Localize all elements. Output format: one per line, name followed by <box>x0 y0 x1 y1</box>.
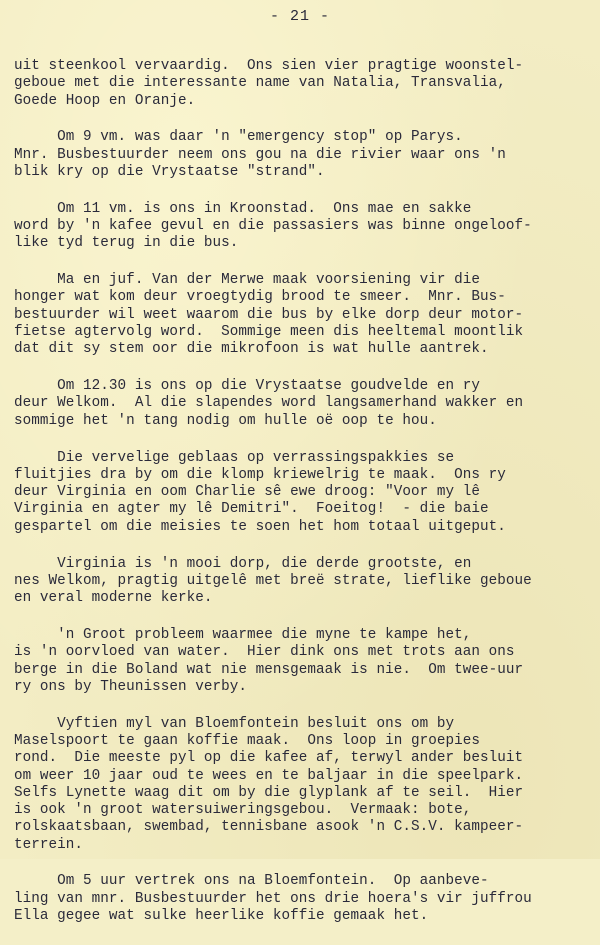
paragraph-steenkool: uit steenkool vervaardig. Ons sien vier pragtige woonstel- geboue met die interessante name van Natalia, Transvalia, Goede Hoop en Oranje. <box>14 58 524 109</box>
paragraph-fluitjies: Die vervelige geblaas op verrassingspakkies se fluitjies dra by om die klomp kriewelrig te maak. Ons ry deur Virginia en oom Charlie sê ewe droog: "Voor my lê Virginia en agter my lê Demitri". Foeitog! - die baie gespartel om die meisies te soen het hom totaal uitgeput. <box>14 449 506 535</box>
paragraph-bloemfontein: Om 5 uur vertrek ons na Bloemfontein. Op aanbeve- ling van mnr. Busbestuurder het ons drie hoera's vir juffrou Ella gegee wat sulke heerlike koffie gemaak het. <box>14 873 532 925</box>
paragraph-brood: Ma en juf. Van der Merwe maak voorsiening vir die honger wat kom deur vroegtydig brood te smeer. Mnr. Bus- bestuurder wil weet waarom die bus by elke dorp deur motor- fietse agtervolg word. Sommige meen dis heeltemal moontlik dat dit sy stem oor die mikrofoon is wat hulle aantrek. <box>14 272 524 358</box>
paragraph-goudvelde: Om 12.30 is ons op die Vrystaatse goudvelde en ry deur Welkom. Al die slapendes word langsamerhand wakker en sommige het 'n tang nodig om hulle oë oop te hou. <box>14 378 524 429</box>
body-text <box>14 58 590 945</box>
page-number: - 21 - <box>269 8 330 25</box>
paragraph-water: 'n Groot probleem waarmee die myne te kampe het, is 'n oorvloed van water. Hier dink ons met trots aan ons berge in die Boland wat nie mensgemaak is nie. Om twee-uur ry ons by Theunissen verby. <box>14 626 524 695</box>
paragraph-maselspoort: Vyftien myl van Bloemfontein besluit ons om by Maselspoort te gaan koffie maak. Ons loop in groepies rond. Die meeste pyl op die kafee af, terwyl ander besluit om weer 10 jaar oud te wees en te baljaar in die speelpark. Selfs Lynette waag dit om by die glyplank af te seil. Hier is ook 'n groot watersuiweringsgebou. Vermaak: bote, rolskaatsbaan, swembad, tennisbane asook 'n C.S.V. kampeer- terrein. <box>14 715 524 853</box>
paragraph-kroonstad: Om 11 vm. is ons in Kroonstad. Ons mae en sakke word by 'n kafee gevul en die passasiers was binne ongeloof- like tyd terug in die bus. <box>14 200 532 252</box>
paragraph-parys: Om 9 vm. was daar 'n "emergency stop" op Parys. Mnr. Busbestuurder neem ons gou na die rivier waar ons 'n blik kry op die Vrystaatse "strand". <box>14 129 506 180</box>
paragraph-virginia: Virginia is 'n mooi dorp, die derde grootste, en nes Welkom, pragtig uitgelê met breë strate, lieflike geboue en veral moderne kerke. <box>14 555 532 607</box>
